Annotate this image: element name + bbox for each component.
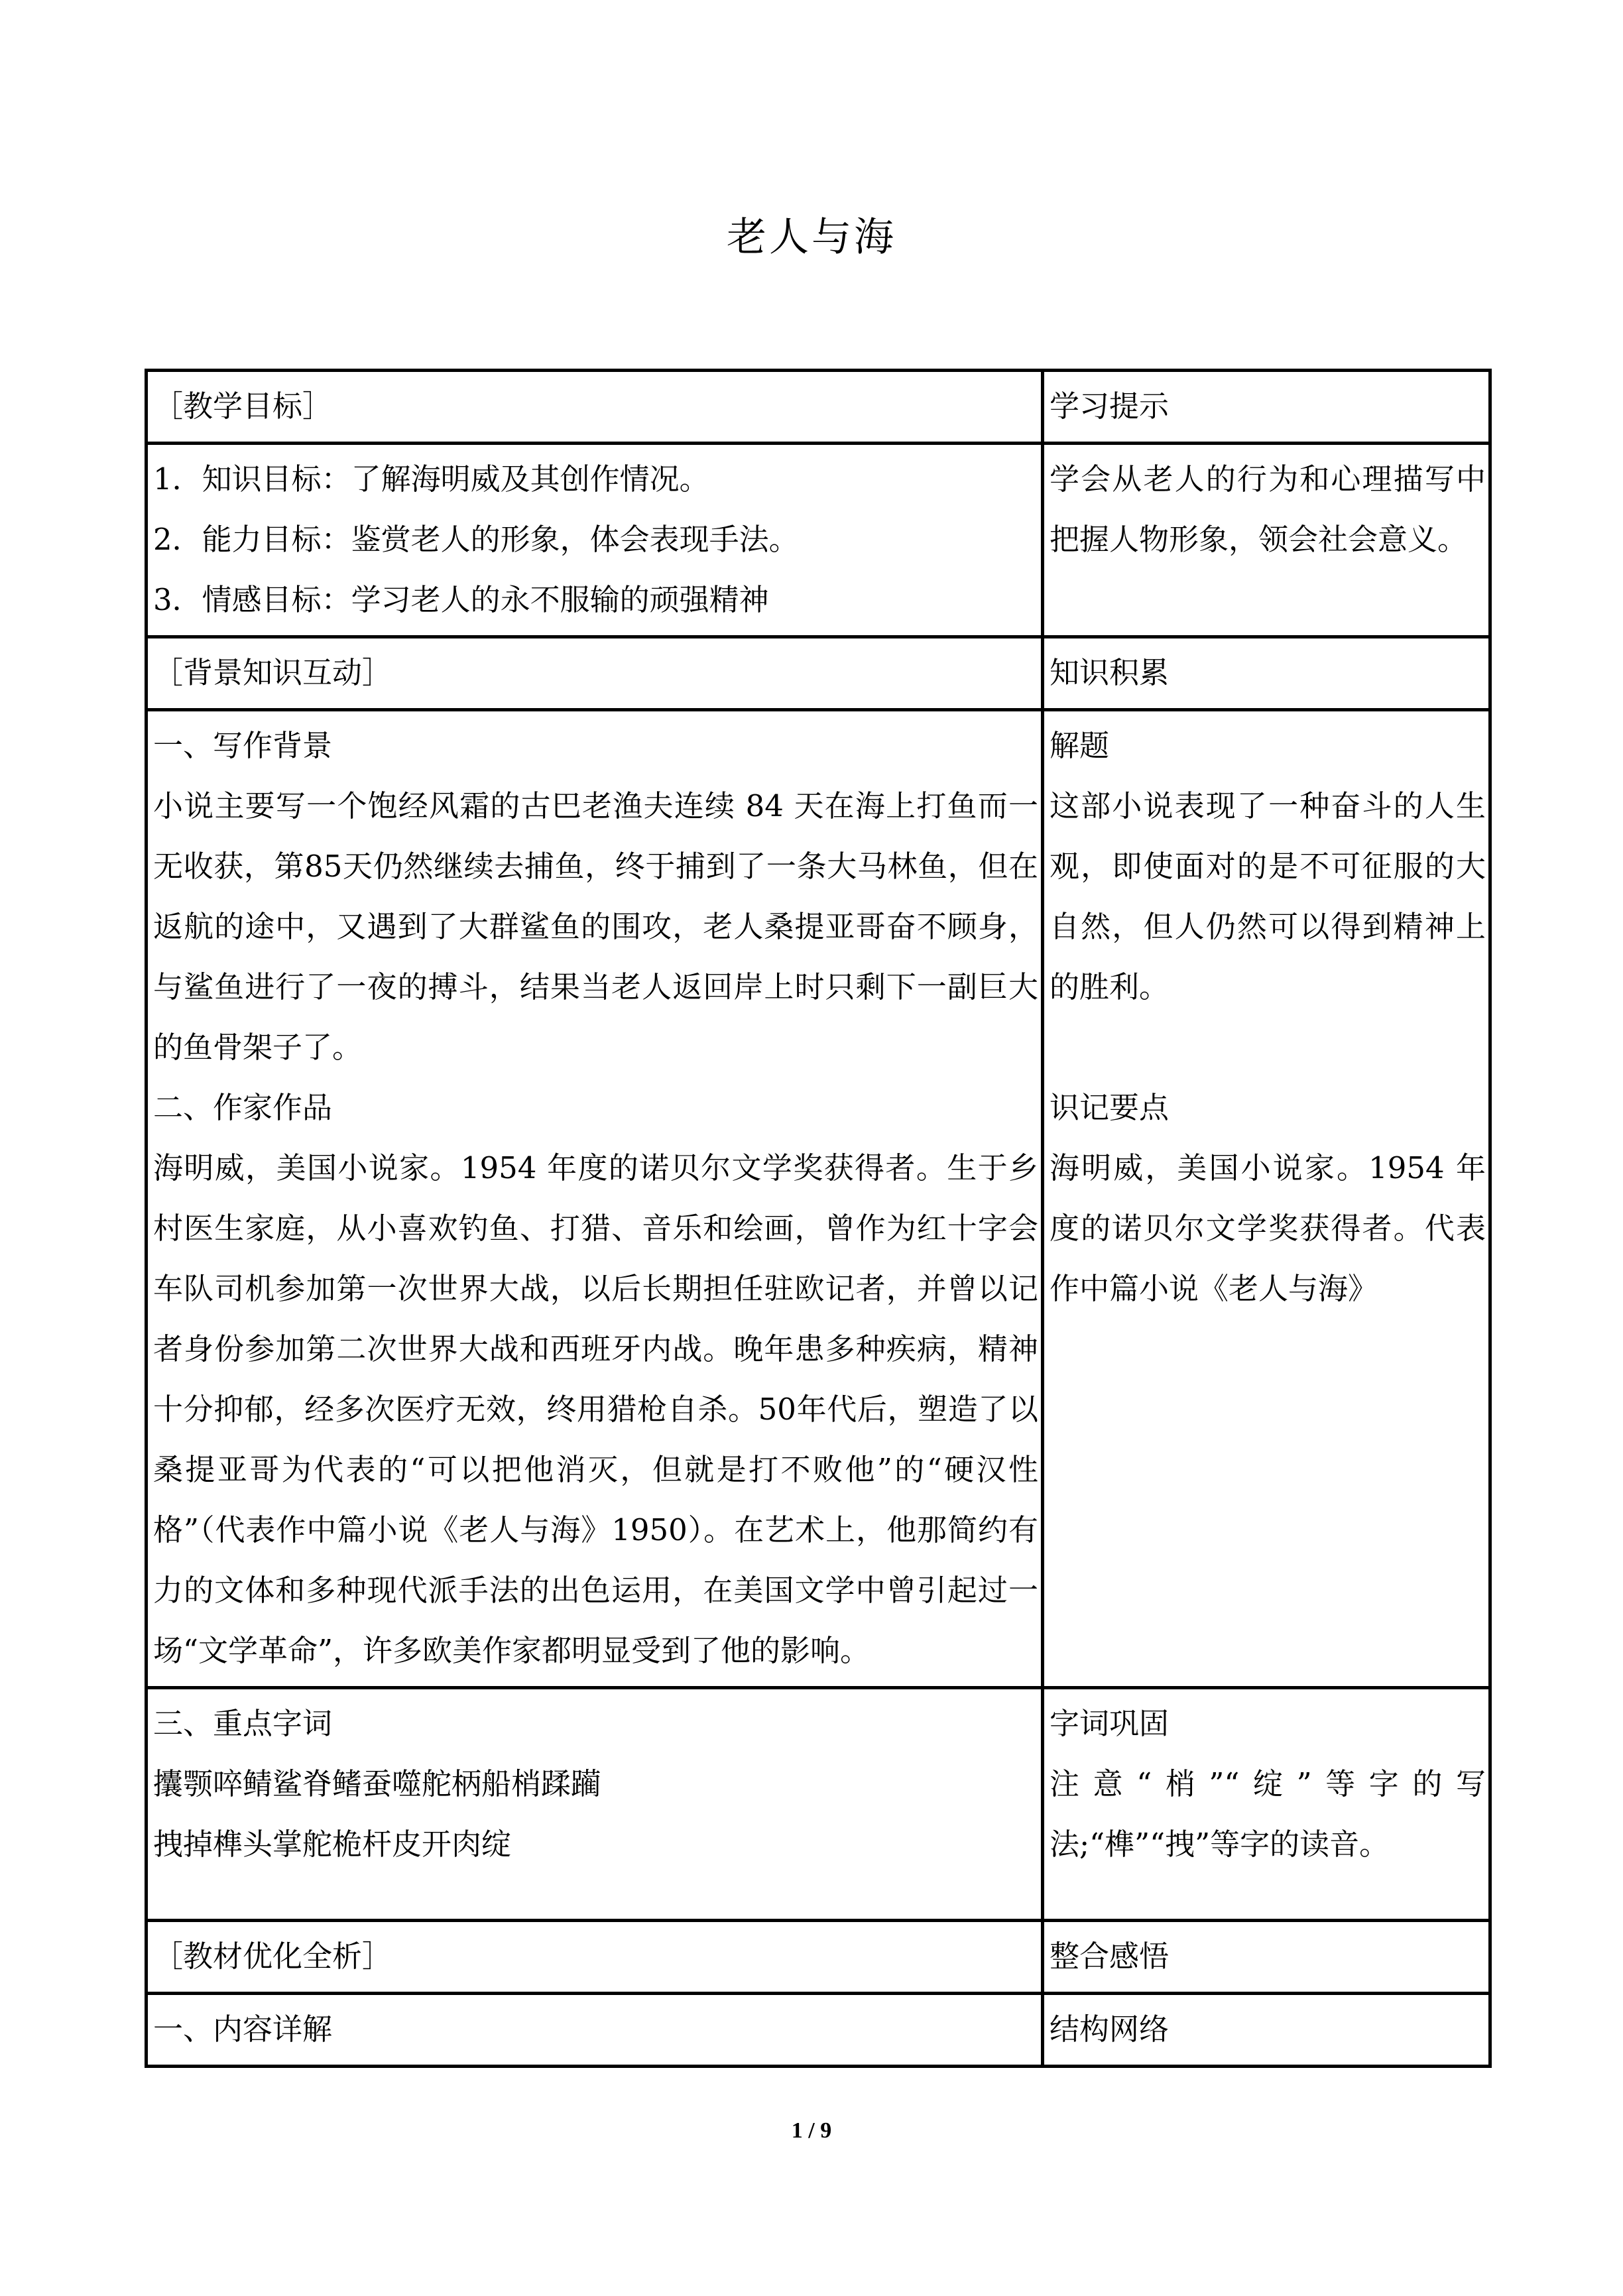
learning-tips-header: 学习提示 [1043, 371, 1490, 444]
key-words-cell [147, 1688, 1043, 1921]
page-indicator: 1 / 9 [791, 2118, 832, 2143]
teaching-goals-cell [147, 444, 1043, 637]
author-works-text: 海明威，美国小说家。1954 年度的诺贝尔文学奖获得者。生于乡村医生家庭，从小喜欢钓鱼、打猎、音乐和绘画，曾作为红十字会车队司机参加第一次世界大战，以后长期担任驻欧记者，并曾以记者身份参加第二次世界大战和西班牙内战。晚年患多种疾病，精神十分抑郁，经多次医疗无效，终用猎枪自杀。50年代后，塑造了以桑提亚哥为代表的“可以把他消灭，但就是打不败他”的“硬汉性格”（代表作中篇小说《老人与海》1950）。在艺术上，他那简约有力的文体和多种现代派手法的出色运用，在美国文学中曾引起过一场“文学革命”，许多欧美作家都明显受到了他的影响。 [153, 1150, 1038, 1668]
learning-tips-text: 学会从老人的行为和心理描写中把握人物形象，领会社会意义。 [1050, 461, 1486, 557]
word-review-text: 注意“梢”“绽”等字的写法;“榫”“拽”等字的读音。 [1050, 1766, 1486, 1862]
goal-item: 2．能力目标：鉴赏老人的形象，体会表现手法。 [153, 522, 799, 557]
memory-points-text: 海明威，美国小说家。1954 年度的诺贝尔文学奖获得者。代表作中篇小说《老人与海》 [1050, 1150, 1486, 1306]
author-works-title: 二、作家作品 [153, 1090, 333, 1125]
table-row [147, 637, 1490, 710]
document-title: 老人与海 [727, 214, 896, 261]
key-words-title: 三、重点字词 [153, 1706, 333, 1741]
teaching-goals-header: ［教学目标］ [147, 371, 1043, 444]
key-words-line: 拽掉榫头掌舵桅杆皮开肉绽 [153, 1827, 512, 1862]
goal-item: 3．情感目标：学习老人的永不服输的顽强精神 [153, 582, 769, 617]
structure-network-cell: 结构网络 [1043, 1994, 1490, 2067]
memory-points-heading: 识记要点 [1050, 1090, 1170, 1125]
key-words-line: 攮颚啐鲭鲨脊鳍蚕噬舵柄船梢蹂躏 [153, 1766, 601, 1801]
title-explanation-heading: 解题 [1050, 728, 1110, 763]
background-header: ［背景知识互动］ [147, 637, 1043, 710]
lesson-table [145, 369, 1492, 2068]
table-row [147, 1688, 1490, 1921]
table-row [147, 371, 1490, 444]
writing-background-title: 一、写作背景 [153, 728, 333, 763]
background-cell [147, 710, 1043, 1688]
word-review-cell [1043, 1688, 1490, 1921]
title-explanation-text: 这部小说表现了一种奋斗的人生观，即使面对的是不可征服的大自然，但人仍然可以得到精神上的胜利。 [1050, 788, 1486, 1004]
knowledge-cell [1043, 710, 1490, 1688]
knowledge-header: 知识积累 [1043, 637, 1490, 710]
table-row [147, 444, 1490, 637]
table-row [147, 710, 1490, 1688]
table-row [147, 1994, 1490, 2067]
table-row [147, 1921, 1490, 1994]
content-detail-cell: 一、内容详解 [147, 1994, 1043, 2067]
analysis-header: ［教材优化全析］ [147, 1921, 1043, 1994]
writing-background-text: 小说主要写一个饱经风霜的古巴老渔夫连续 84 天在海上打鱼而一无收获，第85天仍然继续去捕鱼，终于捕到了一条大马林鱼，但在返航的途中，又遇到了大群鲨鱼的围攻，老人桑提亚哥奋不顾身，与鲨鱼进行了一夜的搏斗，结果当老人返回岸上时只剩下一副巨大的鱼骨架子了。 [153, 788, 1038, 1065]
learning-tips-cell [1043, 444, 1490, 637]
integration-header: 整合感悟 [1043, 1921, 1490, 1994]
word-review-heading: 字词巩固 [1050, 1706, 1170, 1741]
goal-item: 1．知识目标：了解海明威及其创作情况。 [153, 461, 709, 497]
